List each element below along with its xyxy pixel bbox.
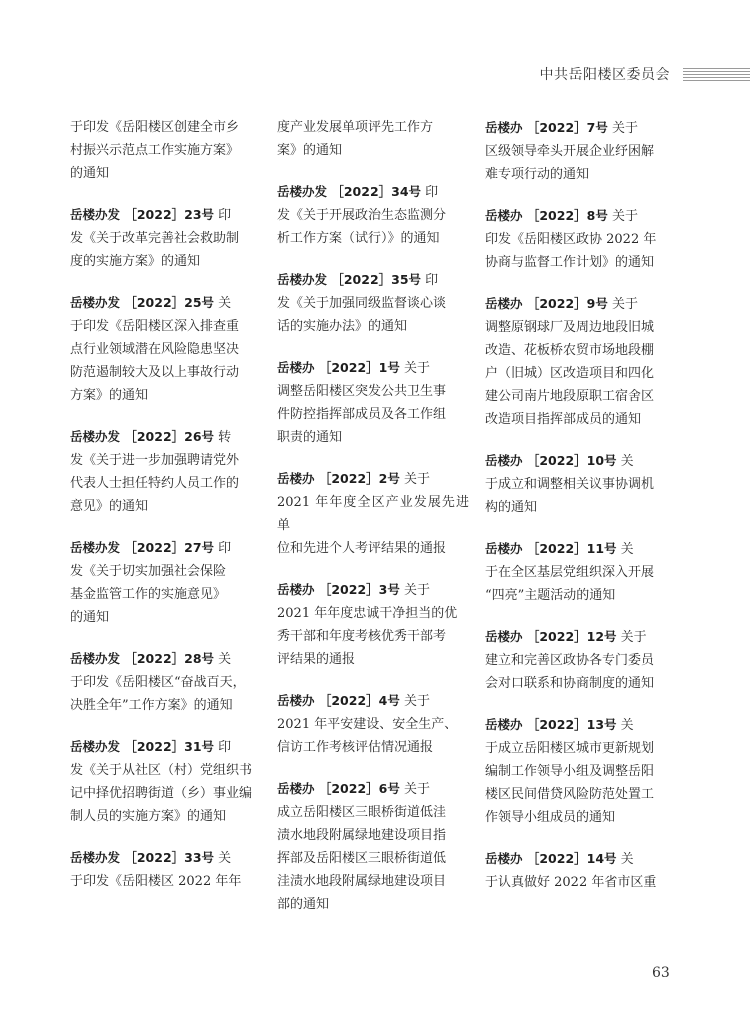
entry-line: 记中择优招聘街道（乡）事业编 xyxy=(70,786,253,801)
document-number: 岳楼办发 ［2022］35号 xyxy=(277,272,422,287)
entry-line: 岳楼办 ［2022］6号 关于 xyxy=(277,781,430,797)
entry-line: “四亮”主题活动的通知 xyxy=(485,588,616,603)
entry-line: 调整岳阳楼区突发公共卫生事 xyxy=(277,384,447,399)
document-number: 岳楼办发 ［2022］33号 xyxy=(70,850,215,865)
column-2 xyxy=(277,116,469,934)
entry-line: 岳楼办 ［2022］7号 关于 xyxy=(485,120,638,136)
entry-line: 发《关于改革完善社会救助制 xyxy=(70,231,240,246)
entry-line: 成立岳阳楼区三眼桥街道低洼 xyxy=(277,805,447,820)
entry-line: 岳楼办发 ［2022］23号 印 xyxy=(70,207,232,223)
document-entry xyxy=(70,735,262,828)
document-entry xyxy=(70,116,262,185)
document-entry xyxy=(277,116,469,162)
document-entry xyxy=(277,356,469,449)
header-title: 中共岳阳楼区委员会 xyxy=(539,67,670,83)
entry-line: 部的通知 xyxy=(277,897,330,912)
entry-line: 件防控指挥部成员及各工作组 xyxy=(277,407,447,422)
document-entry xyxy=(485,116,677,186)
entry-line: 调整原钢球厂及周边地段旧城 xyxy=(485,320,655,335)
entry-line: 岳楼办发 ［2022］35号 印 xyxy=(277,272,439,288)
entry-line: 发《关于进一步加强聘请党外 xyxy=(70,453,240,468)
entry-line: 2021 年年度忠诚干净担当的优 xyxy=(277,606,458,621)
entry-line: 析工作方案（试行）》的通知 xyxy=(277,231,440,246)
entry-line: 于成立和调整相关议事协调机 xyxy=(485,477,655,492)
entry-line: 改造、花板桥农贸市场地段棚 xyxy=(485,343,655,358)
entry-line: 户（旧城）区改造项目和四化 xyxy=(485,366,655,381)
document-number: 岳楼办发 ［2022］31号 xyxy=(70,739,215,754)
entry-line: 建立和完善区政协各专门委员 xyxy=(485,653,655,668)
document-entry xyxy=(70,647,262,717)
document-entry xyxy=(70,291,262,407)
entry-line: 决胜全年”工作方案》的通知 xyxy=(70,698,233,713)
entry-line: 发《关于切实加强社会保险 xyxy=(70,564,227,579)
entry-line: 改造项目指挥部成员的通知 xyxy=(485,412,642,427)
entry-line: 岳楼办发 ［2022］31号 印 xyxy=(70,739,232,755)
entry-line: 岳楼办 ［2022］12号 关于 xyxy=(485,629,647,645)
entry-line: 的通知 xyxy=(70,166,110,181)
entry-line: 楼区民间借贷风险防范处置工 xyxy=(485,787,655,802)
entry-line: 岳楼办发 ［2022］27号 印 xyxy=(70,540,232,556)
entry-line: 于在全区基层党组织深入开展 xyxy=(485,565,655,580)
entry-line: 村振兴示范点工作实施方案》 xyxy=(70,143,240,158)
document-entry xyxy=(485,847,677,894)
document-number: 岳楼办发 ［2022］26号 xyxy=(70,429,215,444)
entry-line: 发《关于加强同级监督谈心谈 xyxy=(277,296,447,311)
entry-line: 于成立岳阳楼区城市更新规划 xyxy=(485,741,655,756)
entry-line: 信访工作考核评估情况通报 xyxy=(277,740,434,755)
entry-line: 岳楼办 ［2022］11号 关 xyxy=(485,541,634,557)
document-number: 岳楼办 ［2022］7号 xyxy=(485,120,608,135)
entry-line: 发《关于开展政治生态监测分 xyxy=(277,208,447,223)
document-entry xyxy=(485,449,677,519)
entry-line: 制人员的实施方案》的通知 xyxy=(70,809,227,824)
entry-line: 岳楼办发 ［2022］28号 关 xyxy=(70,651,232,667)
entry-line: 2021 年年度全区产业发展先进单 xyxy=(277,495,469,533)
entry-line: 于印发《岳阳楼区“奋战百天， xyxy=(70,675,246,690)
entry-line: 代表人士担任特约人员工作的 xyxy=(70,476,240,491)
entry-line: 点行业领域潜在风险隐患坚决 xyxy=(70,342,240,357)
entry-line: 秀干部和年度考核优秀干部考 xyxy=(277,629,447,644)
document-entry xyxy=(70,425,262,518)
document-entry xyxy=(485,204,677,274)
document-number: 岳楼办 ［2022］9号 xyxy=(485,296,608,311)
entry-line: 渍水地段附属绿地建设项目指 xyxy=(277,828,447,843)
document-entry xyxy=(277,777,469,916)
document-number: 岳楼办发 ［2022］28号 xyxy=(70,651,215,666)
document-number: 岳楼办 ［2022］10号 xyxy=(485,453,617,468)
document-number: 岳楼办发 ［2022］34号 xyxy=(277,184,422,199)
document-entry xyxy=(485,292,677,431)
entry-line: 方案》的通知 xyxy=(70,388,149,403)
entry-line: 岳楼办 ［2022］14号 关 xyxy=(485,851,634,867)
document-number: 岳楼办发 ［2022］27号 xyxy=(70,540,215,555)
entry-line: 协商与监督工作计划》的通知 xyxy=(485,255,655,270)
entry-line: 发《关于从社区（村）党组织书 xyxy=(70,763,253,778)
entry-line: 于认真做好 2022 年省市区重 xyxy=(485,875,657,890)
document-number: 岳楼办 ［2022］2号 xyxy=(277,471,400,486)
entry-line: 于印发《岳阳楼区深入排查重 xyxy=(70,319,240,334)
entry-line: 编制工作领导小组及调整岳阳 xyxy=(485,764,655,779)
entry-line: 岳楼办发 ［2022］33号 关 xyxy=(70,850,232,866)
column-1 xyxy=(70,116,262,911)
entry-line: 印发《岳阳楼区政协 2022 年 xyxy=(485,232,657,247)
entry-line: 度产业发展单项评先工作方 xyxy=(277,120,434,135)
document-number: 岳楼办 ［2022］11号 xyxy=(485,541,617,556)
document-entry xyxy=(277,578,469,671)
document-entry xyxy=(277,689,469,759)
document-number: 岳楼办 ［2022］12号 xyxy=(485,629,617,644)
document-entry xyxy=(277,180,469,250)
document-entry xyxy=(277,268,469,338)
entry-line: 岳楼办发 ［2022］26号 转 xyxy=(70,429,232,445)
entry-line: 建公司南片地段原职工宿舍区 xyxy=(485,389,655,404)
running-header xyxy=(0,62,750,88)
document-entry xyxy=(70,846,262,893)
entry-line: 构的通知 xyxy=(485,500,538,515)
document-entry xyxy=(277,467,469,560)
document-number: 岳楼办 ［2022］13号 xyxy=(485,717,617,732)
document-number: 岳楼办发 ［2022］25号 xyxy=(70,295,215,310)
document-entry xyxy=(70,203,262,273)
document-number: 岳楼办发 ［2022］23号 xyxy=(70,207,215,222)
entry-line: 岳楼办发 ［2022］34号 印 xyxy=(277,184,439,200)
entry-line: 防范遏制较大及以上事故行动 xyxy=(70,365,240,380)
column-3 xyxy=(485,116,677,912)
entry-line: 岳楼办发 ［2022］25号 关 xyxy=(70,295,232,311)
document-entry xyxy=(70,536,262,629)
entry-line: 岳楼办 ［2022］2号 关于 xyxy=(277,471,430,487)
entry-line: 位和先进个人考评结果的通报 xyxy=(277,541,447,556)
entry-line: 作领导小组成员的通知 xyxy=(485,810,616,825)
entry-line: 岳楼办 ［2022］1号 关于 xyxy=(277,360,430,376)
document-number: 岳楼办 ［2022］14号 xyxy=(485,851,617,866)
entry-line: 基金监管工作的实施意见》 xyxy=(70,587,227,602)
entry-line: 会对口联系和协商制度的通知 xyxy=(485,676,655,691)
entry-line: 度的实施方案》的通知 xyxy=(70,254,201,269)
entry-line: 话的实施办法》的通知 xyxy=(277,319,408,334)
entry-line: 职责的通知 xyxy=(277,430,343,445)
document-number: 岳楼办 ［2022］1号 xyxy=(277,360,400,375)
page-number: 63 xyxy=(652,965,670,981)
entry-line: 岳楼办 ［2022］9号 关于 xyxy=(485,296,638,312)
document-number: 岳楼办 ［2022］8号 xyxy=(485,208,608,223)
document-entry xyxy=(485,537,677,607)
document-number: 岳楼办 ［2022］6号 xyxy=(277,781,400,796)
entry-line: 于印发《岳阳楼区 2022 年年 xyxy=(70,874,242,889)
entry-line: 于印发《岳阳楼区创建全市乡 xyxy=(70,120,240,135)
entry-line: 岳楼办 ［2022］13号 关 xyxy=(485,717,634,733)
entry-line: 岳楼办 ［2022］10号 关 xyxy=(485,453,634,469)
document-entry xyxy=(485,625,677,695)
entry-line: 的通知 xyxy=(70,610,110,625)
header-rule-decoration xyxy=(683,68,750,82)
entry-line: 意见》的通知 xyxy=(70,499,149,514)
entry-line: 区级领导牵头开展企业纾困解 xyxy=(485,144,655,159)
entry-line: 难专项行动的通知 xyxy=(485,167,590,182)
entry-line: 洼渍水地段附属绿地建设项目 xyxy=(277,874,447,889)
entry-line: 评结果的通报 xyxy=(277,652,356,667)
document-number: 岳楼办 ［2022］3号 xyxy=(277,582,400,597)
entry-line: 岳楼办 ［2022］8号 关于 xyxy=(485,208,638,224)
entry-line: 案》的通知 xyxy=(277,143,343,158)
entry-line: 2021 年平安建设、安全生产、 xyxy=(277,717,458,732)
document-entry xyxy=(485,713,677,829)
entry-line: 岳楼办 ［2022］3号 关于 xyxy=(277,582,430,598)
entry-line: 岳楼办 ［2022］4号 关于 xyxy=(277,693,430,709)
entry-line: 挥部及岳阳楼区三眼桥街道低 xyxy=(277,851,447,866)
document-number: 岳楼办 ［2022］4号 xyxy=(277,693,400,708)
